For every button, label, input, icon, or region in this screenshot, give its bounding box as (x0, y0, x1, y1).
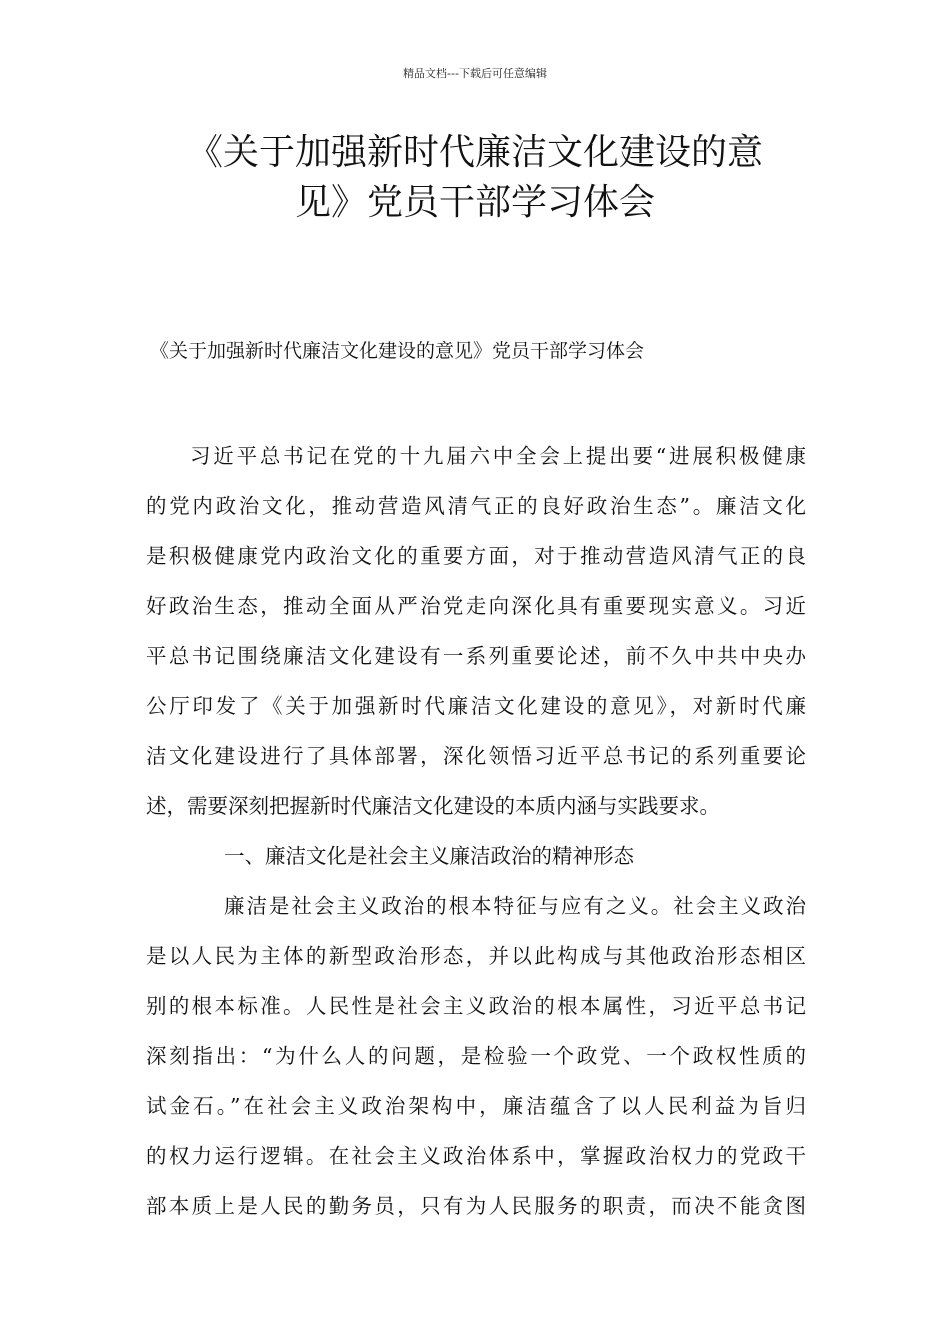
paragraph-1-line: 好政治生态，推动全面从严治党走向深化具有重要现实意义。习近 (146, 594, 806, 618)
paragraph-1-line: 是积极健康党内政治文化的重要方面，对于推动营造风清气正的良 (146, 544, 806, 568)
paragraph-2-line: 廉洁是社会主义政治的根本特征与应有之义。社会主义政治 (224, 894, 806, 918)
paragraph-2-line: 的权力运行逻辑。在社会主义政治体系中，掌握政治权力的党政干 (146, 1144, 806, 1168)
paragraph-1-line: 述，需要深刻把握新时代廉洁文化建设的本质内涵与实践要求。 (146, 794, 720, 818)
paragraph-1-line: 的党内政治文化，推动营造风清气正的良好政治生态”。廉洁文化 (146, 494, 806, 518)
paragraph-1-line: 洁文化建设进行了具体部署，深化领悟习近平总书记的系列重要论 (146, 744, 806, 768)
paragraph-1-line: 平总书记围绕廉洁文化建设有一系列重要论述，前不久中共中央办 (146, 644, 806, 668)
title-line-1: 《关于加强新时代廉洁文化建设的意 (186, 132, 763, 173)
section-heading: 一、廉洁文化是社会主义廉洁政治的精神形态 (224, 844, 634, 868)
document-body (146, 431, 806, 1231)
document-title (150, 128, 800, 228)
header-note: 精品文档---下载后可任意编辑 (403, 67, 547, 80)
paragraph-2-line: 是以人民为主体的新型政治形态，并以此构成与其他政治形态相区 (146, 944, 806, 968)
paragraph-2-line: 试金石。”在社会主义政治架构中，廉洁蕴含了以人民利益为旨归 (146, 1094, 806, 1118)
paragraph-1-line: 公厅印发了《关于加强新时代廉洁文化建设的意见》，对新时代廉 (146, 694, 806, 718)
paragraph-2-line: 别的根本标准。人民性是社会主义政治的根本属性，习近平总书记 (146, 994, 806, 1018)
document-subtitle: 《关于加强新时代廉洁文化建设的意见》党员干部学习体会 (150, 340, 645, 362)
paragraph-2-line: 深刻指出：“为什么人的问题，是检验一个政党、一个政权性质的 (146, 1044, 806, 1068)
title-line-2: 见》党员干部学习体会 (294, 182, 655, 223)
paragraph-1-line: 习近平总书记在党的十九届六中全会上提出要“进展积极健康 (190, 444, 806, 468)
paragraph-2-line: 部本质上是人民的勤务员，只有为人民服务的职责，而决不能贪图 (146, 1194, 806, 1218)
